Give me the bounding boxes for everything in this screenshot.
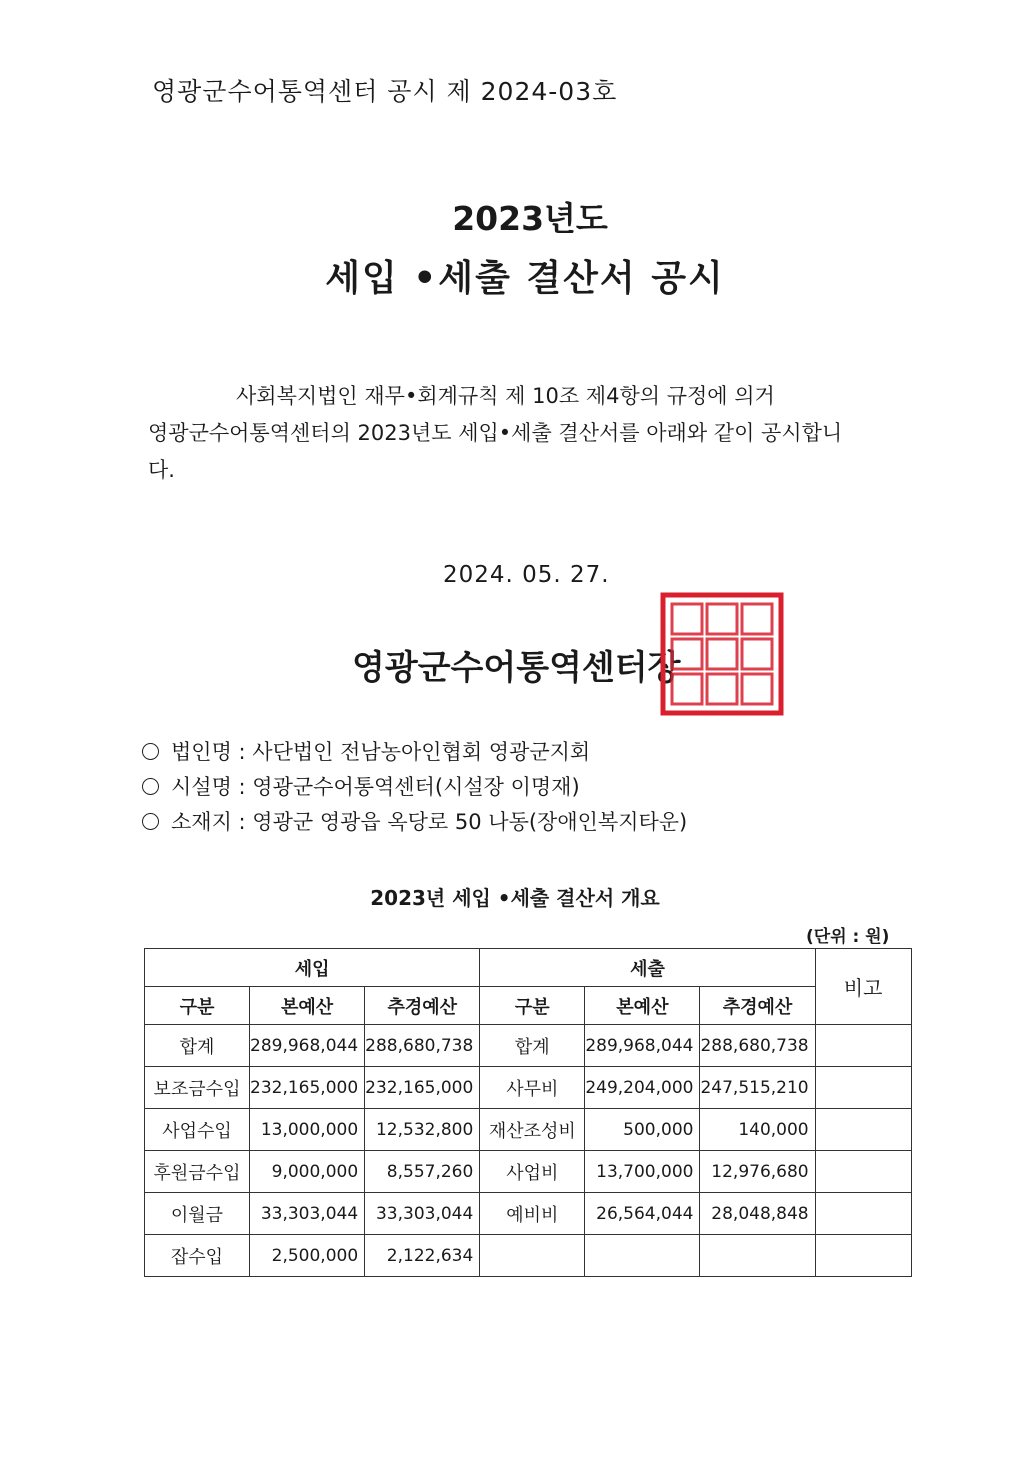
cell-rev-cat: 보조금수입 bbox=[145, 1067, 250, 1109]
cell-exp-cat: 예비비 bbox=[480, 1193, 585, 1235]
cell-note bbox=[815, 1193, 911, 1235]
cell-rev-orig: 232,165,000 bbox=[250, 1067, 365, 1109]
info-address: 소재지 : 영광군 영광읍 옥당로 50 나동(장애인복지타운) bbox=[142, 806, 687, 836]
cell-rev-cat: 이월금 bbox=[145, 1193, 250, 1235]
cell-rev-supp: 12,532,800 bbox=[365, 1109, 480, 1151]
header-original: 본예산 bbox=[585, 987, 700, 1025]
official-seal-icon bbox=[660, 592, 784, 716]
cell-exp-orig: 289,968,044 bbox=[585, 1025, 700, 1067]
cell-note bbox=[815, 1235, 911, 1277]
cell-note bbox=[815, 1151, 911, 1193]
info-label: 법인명 bbox=[171, 740, 232, 764]
cell-exp-supp: 12,976,680 bbox=[700, 1151, 815, 1193]
info-corporation: 법인명 : 사단법인 전남농아인협회 영광군지회 bbox=[142, 736, 590, 766]
info-value: 사단법인 전남농아인협회 영광군지회 bbox=[252, 740, 591, 764]
table-row bbox=[145, 1151, 912, 1193]
unit-label: (단위 : 원) bbox=[806, 927, 890, 947]
table-row bbox=[145, 1235, 912, 1277]
cell-rev-cat: 잡수입 bbox=[145, 1235, 250, 1277]
title-year: 2023년도 bbox=[452, 199, 608, 238]
cell-rev-supp: 8,557,260 bbox=[365, 1151, 480, 1193]
circle-bullet-icon bbox=[142, 778, 159, 795]
header-original: 본예산 bbox=[250, 987, 365, 1025]
cell-rev-cat: 사업수입 bbox=[145, 1109, 250, 1151]
cell-exp-cat: 사업비 bbox=[480, 1151, 585, 1193]
cell-exp-supp: 140,000 bbox=[700, 1109, 815, 1151]
body-paragraph bbox=[148, 378, 908, 489]
cell-exp-orig bbox=[585, 1235, 700, 1277]
notice-number: 영광군수어통역센터 공시 제 2024-03호 bbox=[152, 77, 618, 106]
body-line: 영광군수어통역센터의 2023년도 세입•세출 결산서를 아래와 같이 공시합니 bbox=[148, 421, 843, 445]
header-category: 구분 bbox=[480, 987, 585, 1025]
signer-name: 영광군수어통역센터장 bbox=[352, 648, 681, 688]
table-row bbox=[145, 1067, 912, 1109]
cell-rev-supp: 33,303,044 bbox=[365, 1193, 480, 1235]
body-line: 사회복지법인 재무•회계규칙 제 10조 제4항의 규정에 의거 bbox=[236, 384, 775, 408]
table-row bbox=[145, 1109, 912, 1151]
header-supplementary: 추경예산 bbox=[365, 987, 480, 1025]
summary-title: 2023년 세입 •세출 결산서 개요 bbox=[370, 886, 660, 910]
cell-rev-cat: 후원금수입 bbox=[145, 1151, 250, 1193]
cell-exp-cat: 재산조성비 bbox=[480, 1109, 585, 1151]
table-row bbox=[145, 1025, 912, 1067]
cell-rev-orig: 9,000,000 bbox=[250, 1151, 365, 1193]
circle-bullet-icon bbox=[142, 743, 159, 760]
cell-exp-cat bbox=[480, 1235, 585, 1277]
info-value: 영광군수어통역센터(시설장 이명재) bbox=[252, 775, 580, 799]
body-line: 다. bbox=[148, 458, 175, 482]
cell-exp-supp: 247,515,210 bbox=[700, 1067, 815, 1109]
cell-exp-orig: 249,204,000 bbox=[585, 1067, 700, 1109]
cell-exp-supp: 28,048,848 bbox=[700, 1193, 815, 1235]
budget-table bbox=[144, 948, 912, 1277]
header-category: 구분 bbox=[145, 987, 250, 1025]
cell-rev-supp: 2,122,634 bbox=[365, 1235, 480, 1277]
cell-rev-orig: 13,000,000 bbox=[250, 1109, 365, 1151]
info-label: 시설명 bbox=[171, 775, 232, 799]
cell-exp-orig: 13,700,000 bbox=[585, 1151, 700, 1193]
header-expenditure: 세출 bbox=[480, 949, 815, 987]
info-facility: 시설명 : 영광군수어통역센터(시설장 이명재) bbox=[142, 771, 580, 801]
cell-note bbox=[815, 1025, 911, 1067]
cell-rev-orig: 289,968,044 bbox=[250, 1025, 365, 1067]
cell-exp-orig: 500,000 bbox=[585, 1109, 700, 1151]
cell-exp-cat: 합계 bbox=[480, 1025, 585, 1067]
header-revenue: 세입 bbox=[145, 949, 480, 987]
cell-rev-orig: 2,500,000 bbox=[250, 1235, 365, 1277]
cell-rev-cat: 합계 bbox=[145, 1025, 250, 1067]
cell-exp-cat: 사무비 bbox=[480, 1067, 585, 1109]
table-row bbox=[145, 1193, 912, 1235]
cell-rev-supp: 232,165,000 bbox=[365, 1067, 480, 1109]
header-supplementary: 추경예산 bbox=[700, 987, 815, 1025]
notice-date: 2024. 05. 27. bbox=[443, 562, 610, 588]
cell-rev-orig: 33,303,044 bbox=[250, 1193, 365, 1235]
cell-note bbox=[815, 1109, 911, 1151]
info-value: 영광군 영광읍 옥당로 50 나동(장애인복지타운) bbox=[252, 810, 688, 834]
cell-note bbox=[815, 1067, 911, 1109]
info-label: 소재지 bbox=[171, 810, 232, 834]
cell-rev-supp: 288,680,738 bbox=[365, 1025, 480, 1067]
circle-bullet-icon bbox=[142, 813, 159, 830]
page-title: 세입 •세출 결산서 공시 bbox=[325, 258, 725, 299]
header-note: 비고 bbox=[815, 949, 911, 1025]
cell-exp-supp bbox=[700, 1235, 815, 1277]
cell-exp-orig: 26,564,044 bbox=[585, 1193, 700, 1235]
cell-exp-supp: 288,680,738 bbox=[700, 1025, 815, 1067]
